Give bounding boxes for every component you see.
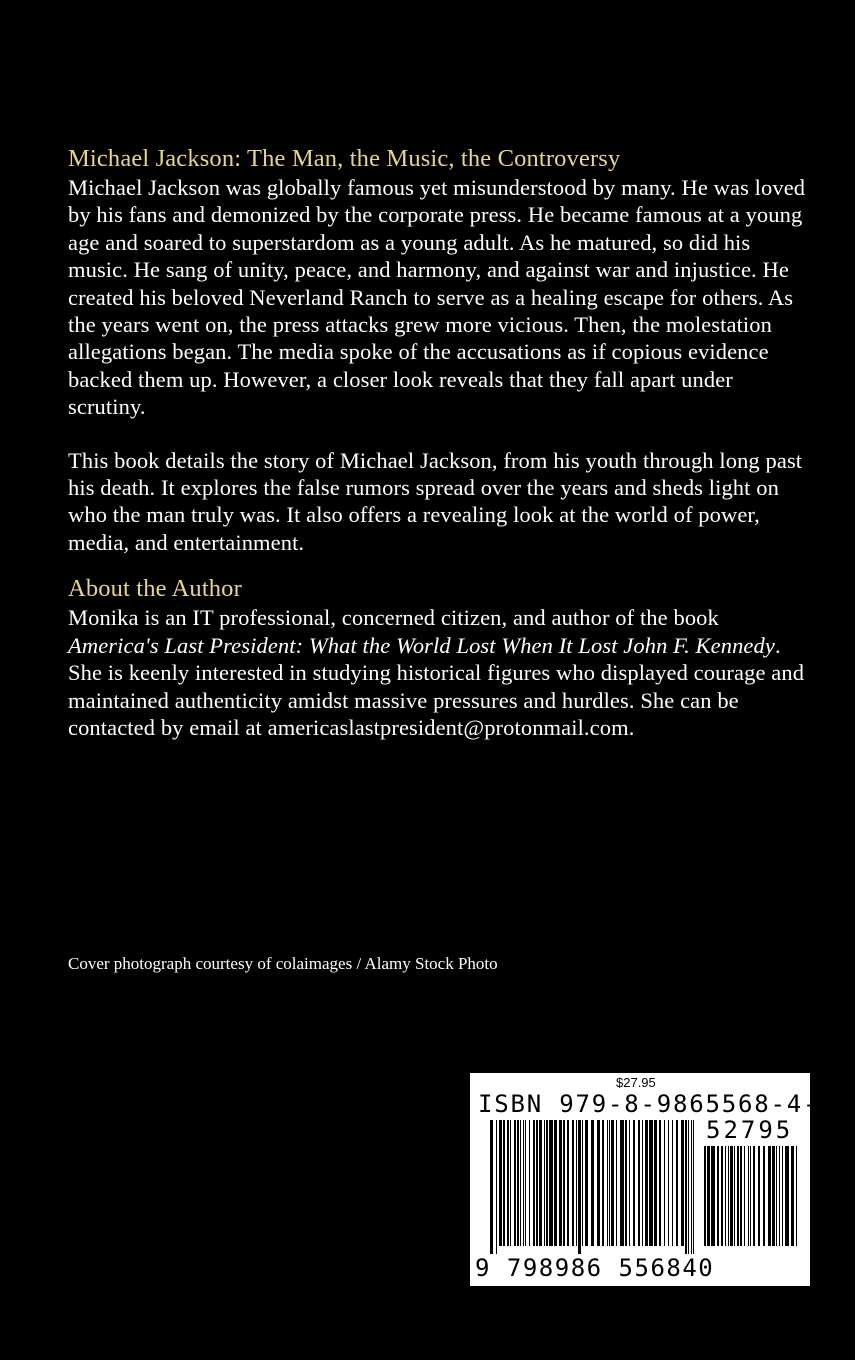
- barcode-bar: [496, 1120, 497, 1254]
- barcode-bar: [704, 1146, 706, 1246]
- barcode-bar: [559, 1120, 562, 1246]
- barcode-number: 9 798986 556840: [475, 1254, 715, 1282]
- barcode-bar: [499, 1120, 502, 1246]
- barcode-bar: [753, 1146, 755, 1246]
- barcode-bar: [642, 1120, 643, 1246]
- barcode-bar: [776, 1146, 777, 1246]
- isbn-barcode: [470, 1073, 836, 1286]
- ean-barcode-bars: [490, 1120, 696, 1254]
- barcode-bar: [572, 1120, 574, 1246]
- barcode-bar: [539, 1120, 542, 1246]
- barcode-bar: [740, 1146, 742, 1246]
- addon-barcode-bars: [704, 1146, 800, 1254]
- barcode-bar: [633, 1120, 635, 1246]
- barcode-bar: [520, 1120, 521, 1246]
- barcode-bar: [672, 1120, 673, 1246]
- barcode-bar: [533, 1120, 535, 1246]
- barcode-bar: [734, 1146, 735, 1246]
- barcode-bar: [549, 1120, 553, 1246]
- barcode-bar: [737, 1146, 739, 1246]
- barcode-bar: [611, 1120, 614, 1246]
- barcode-bar: [758, 1146, 760, 1246]
- barcode-bar: [779, 1146, 780, 1246]
- barcode-bar: [529, 1120, 530, 1246]
- barcode-bar: [691, 1120, 692, 1254]
- barcode-bar: [546, 1120, 548, 1246]
- about-text-intro: Monika is an IT professional, concerned citizen, and author of the book: [68, 605, 719, 631]
- barcode-bar: [728, 1146, 729, 1246]
- barcode-bar: [578, 1120, 581, 1254]
- barcode-bar: [507, 1120, 509, 1246]
- barcode-bar: [659, 1120, 661, 1246]
- about-author-text: [68, 604, 810, 741]
- barcode-bar: [654, 1120, 657, 1246]
- barcode-bar: [625, 1120, 627, 1246]
- barcode-bar: [585, 1120, 588, 1246]
- barcode-bar: [609, 1120, 610, 1246]
- synopsis-paragraph-1: Michael Jackson was globally famous yet misunderstood by many. He was loved by his fans and demonized by the corporate press. He became famous at a young age and soared to superstardom as a young adult. As he matured, so did his music. He sang of unity, peace, and harmony, and against war and injustice. He created his beloved Neverland Ranch to serve as a healing escape for others. As the years went on, the press attacks grew more vicious. Then, the molestation allegations began. The media spoke of the accusations as if copious evidence backed them up. However, a closer look reveals that they fall apart under scrutiny.: [68, 175, 806, 420]
- barcode-bar: [517, 1120, 519, 1246]
- book-title: America's Last President: What the World Lost When It Lost John F. Kennedy: [68, 632, 775, 658]
- about-text-rest: . She is keenly interested in studying historical figures who displayed courage and maintained authenticity amidst massive pressures and hurdles. She can be contacted by email at americaslastpresident@protonmail.com.: [68, 632, 805, 740]
- barcode-bar: [688, 1120, 689, 1254]
- barcode-bar: [768, 1146, 771, 1246]
- back-cover-text: [68, 144, 810, 741]
- barcode-bar: [563, 1120, 565, 1246]
- barcode-bar: [725, 1146, 726, 1246]
- barcode-bar: [785, 1146, 789, 1246]
- barcode-bar: [791, 1146, 794, 1246]
- barcode-bar: [544, 1120, 545, 1246]
- barcode-bar: [763, 1146, 765, 1246]
- barcode-bar: [591, 1120, 594, 1246]
- barcode-bar: [638, 1120, 640, 1246]
- isbn-label: ISBN 979-8-9865568-4-0: [478, 1090, 836, 1118]
- barcode-bar: [772, 1146, 775, 1246]
- barcode-bar: [567, 1120, 569, 1246]
- barcode-bar: [602, 1120, 604, 1246]
- barcode-bar: [597, 1120, 600, 1246]
- barcode-bar: [503, 1120, 505, 1246]
- barcode-bar: [554, 1120, 557, 1246]
- barcode-bar: [707, 1146, 710, 1246]
- synopsis-heading: Michael Jackson: The Man, the Music, the Controversy: [68, 145, 621, 172]
- barcode-bar: [730, 1146, 733, 1246]
- barcode-bar: [620, 1120, 624, 1246]
- barcode-bar: [748, 1146, 749, 1246]
- barcode-bar: [676, 1120, 678, 1246]
- barcode-bar: [649, 1120, 653, 1246]
- barcode-bar: [664, 1120, 665, 1246]
- barcode-bar: [796, 1146, 797, 1246]
- about-author-heading: About the Author: [68, 575, 242, 603]
- barcode-bar: [616, 1120, 617, 1246]
- barcode-bar: [582, 1120, 583, 1246]
- synopsis-paragraph-2: This book details the story of Michael Jackson, from his youth through long past his death. It explores the false rumors spread over the years and sheds light on who the man truly was. It also offers a revealing look at the world of power, media, and entertainment.: [68, 447, 803, 555]
- barcode-bar: [514, 1120, 516, 1246]
- barcode-bar: [523, 1120, 524, 1246]
- barcode-bar: [717, 1146, 719, 1246]
- barcode-bar: [744, 1146, 745, 1246]
- barcode-bar: [750, 1146, 751, 1246]
- barcode-bar: [693, 1120, 694, 1254]
- addon-code: 52795: [706, 1116, 794, 1144]
- barcode-bar: [607, 1120, 608, 1246]
- barcode-bar: [685, 1120, 687, 1254]
- barcode-bar: [536, 1120, 538, 1246]
- barcode-bar: [525, 1120, 526, 1246]
- price-label: $27.95: [616, 1075, 656, 1090]
- photo-credit: Cover photograph courtesy of colaimages / Alamy Stock Photo: [68, 954, 498, 973]
- barcode-bar: [645, 1120, 648, 1246]
- barcode-bar: [711, 1146, 715, 1246]
- barcode-bar: [668, 1120, 669, 1246]
- barcode-bar: [576, 1120, 577, 1246]
- barcode-bar: [782, 1146, 783, 1246]
- barcode-bar: [490, 1120, 493, 1254]
- barcode-bar: [681, 1120, 684, 1246]
- barcode-bar: [721, 1146, 723, 1246]
- barcode-bar: [629, 1120, 630, 1246]
- barcode-bar: [510, 1120, 511, 1246]
